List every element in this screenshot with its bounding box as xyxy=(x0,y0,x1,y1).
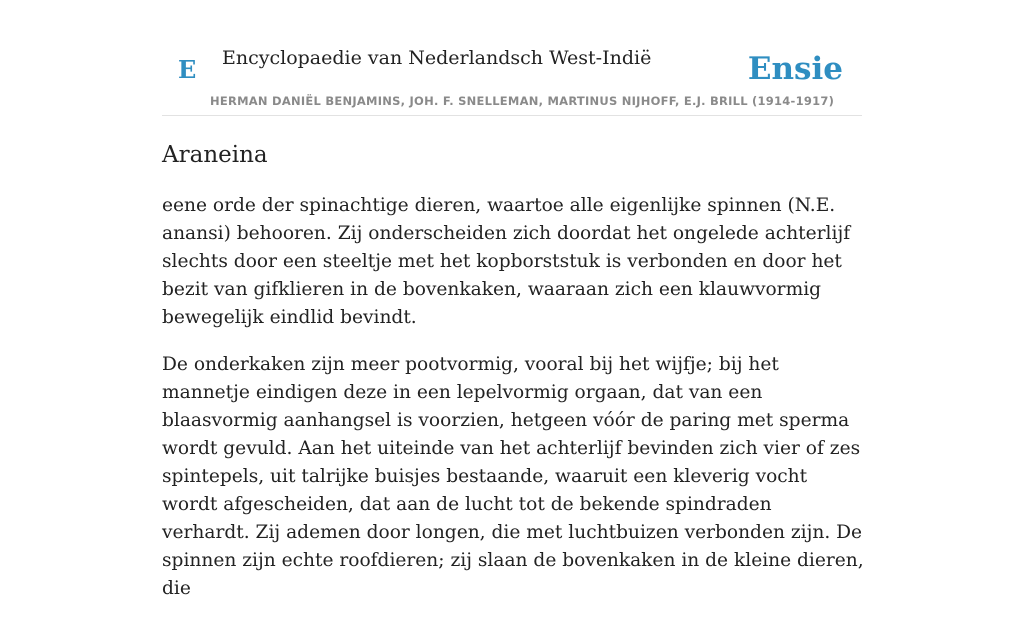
ensie-logo-icon[interactable]: E xyxy=(178,55,197,84)
site-header xyxy=(162,0,862,116)
ensie-brand-link[interactable]: Ensie xyxy=(747,51,843,87)
encyclopedia-authors: HERMAN DANIËL BENJAMINS, JOH. F. SNELLEMAN, MARTINUS NIJHOFF, E.J. BRILL (1914-1917) xyxy=(210,94,835,108)
page-container xyxy=(162,0,864,599)
entry-body xyxy=(162,192,864,622)
entry-title: Araneina xyxy=(162,142,268,168)
entry-paragraph: eene orde der spinachtige dieren, waartoe alle eigenlijke spinnen (N.E. anansi) behooren. Zij onderscheiden zich doordat het ongelede achterlijf slechts door een steeltje met het kopborststuk is verbonden en door het bezit van gifklieren in de bovenkaken, waaraan zich een klauwvormig bewegelijk eindlid bevindt. xyxy=(162,195,851,328)
entry-paragraph: De onderkaken zijn meer pootvormig, vooral bij het wijfje; bij het mannetje eindigen deze in een lepelvormig orgaan, dat van een blaasvormig aanhangsel is voorzien, hetgeen vóór de paring met sperma wordt gevuld. Aan het uiteinde van het achterlijf bevinden zich vier of zes spintepels, uit talrijke buisjes bestaande, waaruit een kleverig vocht wordt afgescheiden, dat aan de lucht tot de bekende spindraden verhardt. Zij ademen door longen, die met luchtbuizen verbonden zijn. De spinnen zijn echte roofdieren; zij slaan de bovenkaken in de kleine dieren, die xyxy=(162,354,864,599)
encyclopedia-title-link[interactable]: Encyclopaedie van Nederlandsch West-Indië xyxy=(222,47,652,69)
